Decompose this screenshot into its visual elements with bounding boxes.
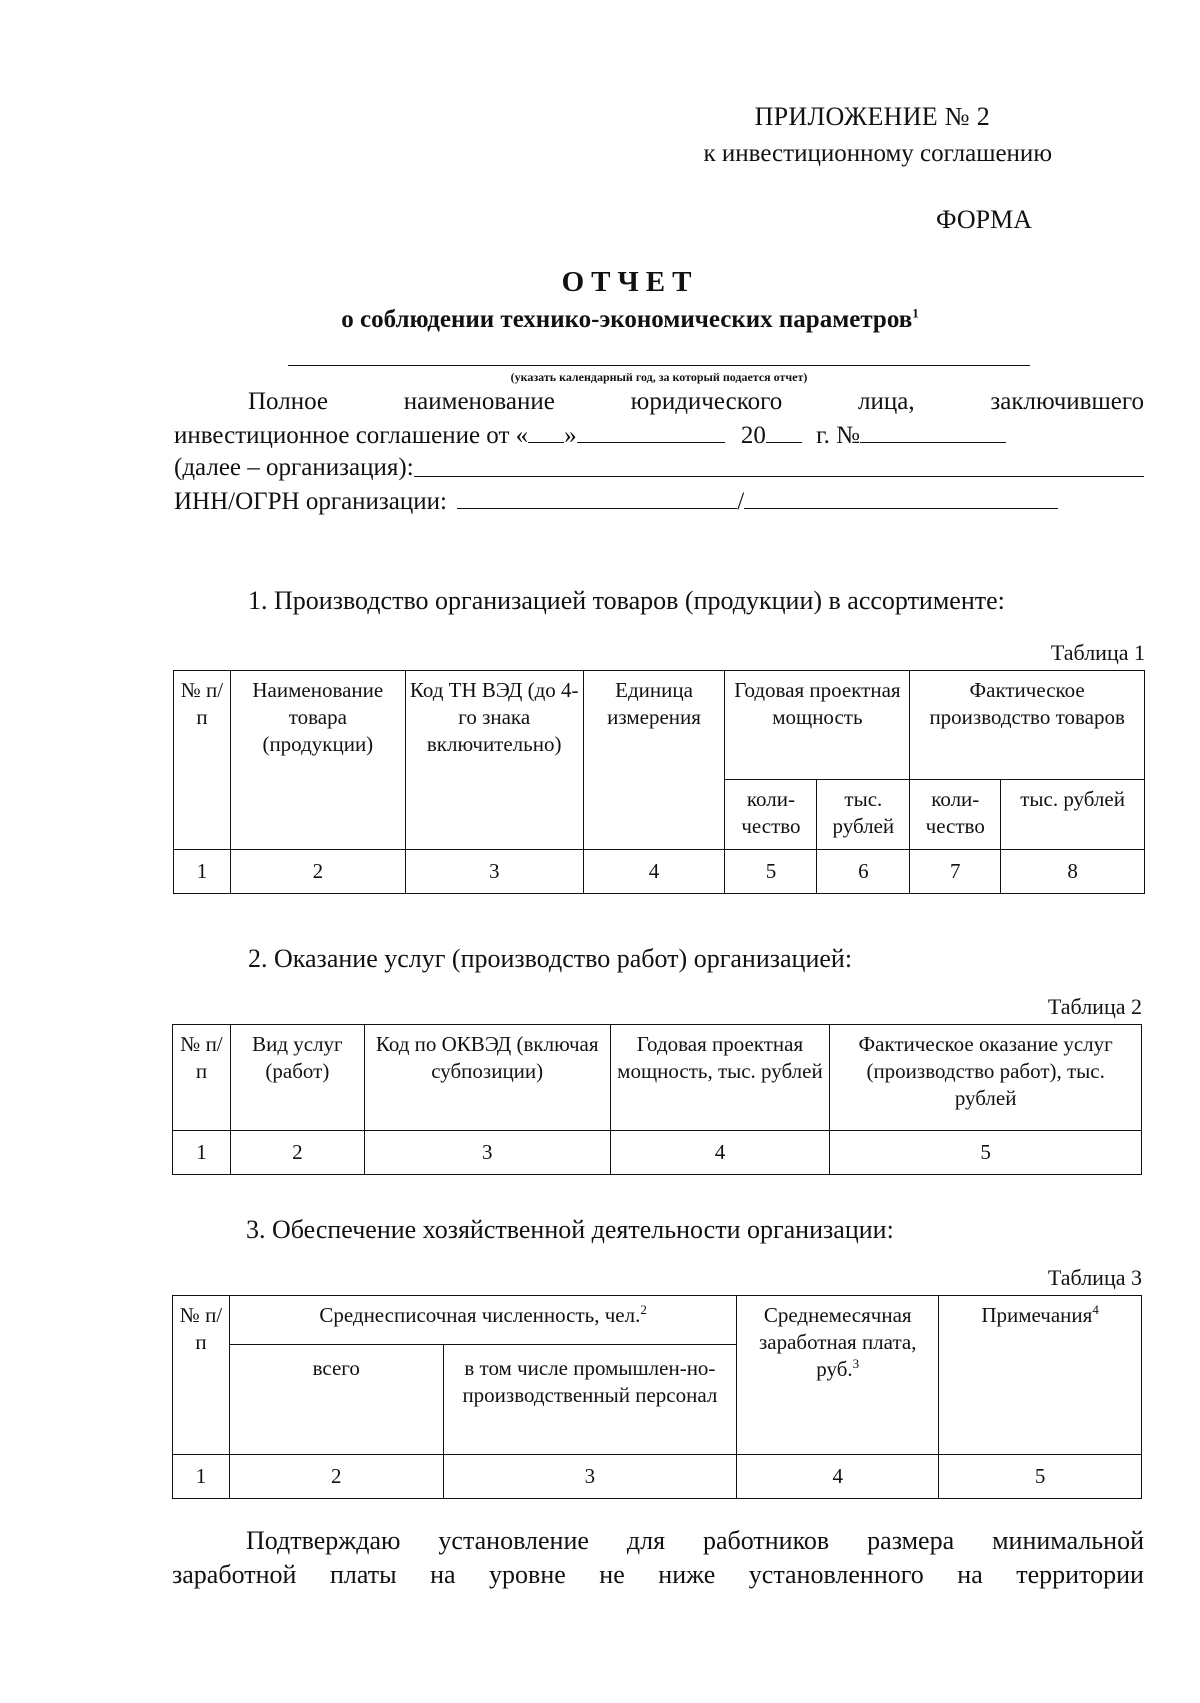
appendix-number: ПРИЛОЖЕНИЕ № 2: [754, 102, 990, 131]
form-label: ФОРМА: [936, 205, 1032, 234]
intro-word: юридического: [630, 388, 783, 415]
footer-word: территории: [1016, 1560, 1144, 1589]
footer-word: минимальной: [992, 1526, 1144, 1555]
table-3-col-number: 3: [443, 1455, 737, 1499]
footer-word: для: [626, 1526, 666, 1555]
year-caption: (указать календарный год, за который подается отчет): [510, 370, 808, 384]
intro-text: инвестиционное соглашение от «: [174, 422, 529, 449]
confirmation-line-1: [172, 1524, 1144, 1558]
intro-word: лица,: [858, 388, 915, 415]
table-1-col-number: 3: [405, 850, 583, 894]
footer-word: установленного: [748, 1560, 924, 1589]
table-1-header-rub: тыс. рублей: [817, 780, 910, 850]
table-3: [172, 1295, 1142, 1499]
table-1-header-code: Код ТН ВЭД (до 4-го знака включительно): [405, 671, 583, 850]
inn-field[interactable]: [457, 484, 737, 509]
table-2-col-number: 4: [610, 1131, 830, 1175]
intro-text: ИНН/ОГРН организации:: [174, 488, 447, 515]
footer-word: работников: [702, 1526, 830, 1555]
footer-word: ниже: [658, 1560, 716, 1589]
organization-name-field[interactable]: [414, 452, 1144, 477]
intro-paragraph: [174, 386, 1144, 518]
footnote-mark: 1: [912, 305, 919, 321]
table-2-header-actual: Фактическое оказание услуг (производство работ), тыс. рублей: [830, 1025, 1142, 1131]
table-2-col-number: 1: [173, 1131, 231, 1175]
section-1-heading: 1. Производство организацией товаров (продукции) в ассортименте:: [248, 586, 1005, 615]
table-1-col-number: 4: [583, 850, 725, 894]
footer-word: платы: [329, 1560, 397, 1589]
table-1-header-num: № п/п: [174, 671, 231, 850]
footer-word: на: [430, 1560, 456, 1589]
table-2-col-number: 5: [830, 1131, 1142, 1175]
table-1-header-actual: Фактическое производство товаров: [910, 671, 1145, 780]
table-1-col-number: 6: [817, 850, 910, 894]
agreement-day-field[interactable]: [528, 418, 564, 443]
table-1-col-number: 2: [230, 850, 405, 894]
agreement-number-field[interactable]: [860, 418, 1006, 443]
intro-text: /: [737, 488, 745, 515]
table-3-header-notes: Примечания$^4$: [939, 1296, 1142, 1455]
intro-word: Полное: [248, 388, 328, 415]
agreement-month-field[interactable]: [577, 418, 725, 443]
intro-word: наименование: [403, 388, 555, 415]
table-3-header-headcount: Среднесписочная численность, чел.$^2$: [229, 1296, 736, 1345]
table-1-header-qty: коли-чество: [910, 780, 1001, 850]
table-3-header-salary: Среднемесячная заработная плата, руб.$^3$: [737, 1296, 939, 1455]
table-3-header-num: № п/п: [173, 1296, 230, 1455]
table-1-caption: Таблица 1: [1050, 640, 1145, 665]
table-1-col-number: 5: [725, 850, 817, 894]
footer-word: не: [599, 1560, 625, 1589]
agreement-year-field[interactable]: [766, 418, 802, 443]
intro-text: 20: [740, 422, 766, 449]
footer-word: Подтверждаю: [246, 1526, 401, 1555]
section-2-heading: 2. Оказание услуг (производство работ) организацией:: [248, 944, 853, 973]
intro-line-2: [174, 418, 1144, 452]
table-2-col-number: 2: [230, 1131, 364, 1175]
footer-word: установление: [438, 1526, 589, 1555]
year-input-line[interactable]: [288, 365, 1030, 366]
table-3-col-number: 5: [939, 1455, 1142, 1499]
intro-word: заключившего: [990, 388, 1144, 415]
intro-text: г. №: [816, 422, 860, 449]
table-3-caption: Таблица 3: [1047, 1265, 1142, 1290]
table-3-header-total: всего: [229, 1345, 443, 1455]
table-2-col-number: 3: [364, 1131, 610, 1175]
report-subtitle: о соблюдении технико-экономических параметров$^1$: [341, 305, 919, 333]
table-1-col-number: 8: [1001, 850, 1145, 894]
confirmation-paragraph: [172, 1524, 1144, 1592]
report-title: ОТЧЕТ: [561, 266, 699, 298]
intro-line-3: [174, 452, 1144, 484]
appendix-subtitle: к инвестиционному соглашению: [703, 140, 1052, 167]
table-2-header-capacity: Годовая проектная мощность, тыс. рублей: [610, 1025, 830, 1131]
table-1-header-qty: коли-чество: [725, 780, 817, 850]
intro-text: »: [564, 422, 577, 449]
confirmation-line-2: [172, 1558, 1144, 1592]
section-3-heading: 3. Обеспечение хозяйственной деятельности организации:: [246, 1215, 894, 1244]
footer-word: заработной: [172, 1560, 297, 1589]
intro-line-4: [174, 484, 1144, 518]
table-2-caption: Таблица 2: [1047, 994, 1142, 1019]
table-1: [173, 670, 1145, 894]
intro-line-1: [174, 386, 1144, 418]
table-3-col-number: 4: [737, 1455, 939, 1499]
table-2-header-okved: Код по ОКВЭД (включая субпозиции): [364, 1025, 610, 1131]
ogrn-field[interactable]: [744, 484, 1058, 509]
table-3-col-number: 1: [173, 1455, 230, 1499]
table-1-header-capacity: Годовая проектная мощность: [725, 671, 910, 780]
table-3-header-industrial: в том числе промышлен-но-производственный персонал: [443, 1345, 737, 1455]
table-3-col-number: 2: [229, 1455, 443, 1499]
table-1-header-unit: Единица измерения: [583, 671, 725, 850]
table-2-header-kind: Вид услуг (работ): [230, 1025, 364, 1131]
table-1-header-rub: тыс. рублей: [1001, 780, 1145, 850]
footer-word: на: [957, 1560, 983, 1589]
table-1-col-number: 1: [174, 850, 231, 894]
intro-text: (далее – организация):: [174, 454, 414, 481]
table-1-col-number: 7: [910, 850, 1001, 894]
footer-word: размера: [867, 1526, 955, 1555]
table-2: [172, 1024, 1142, 1175]
table-1-header-name: Наименование товара (продукции): [230, 671, 405, 850]
footer-word: уровне: [489, 1560, 566, 1589]
table-2-header-num: № п/п: [173, 1025, 231, 1131]
